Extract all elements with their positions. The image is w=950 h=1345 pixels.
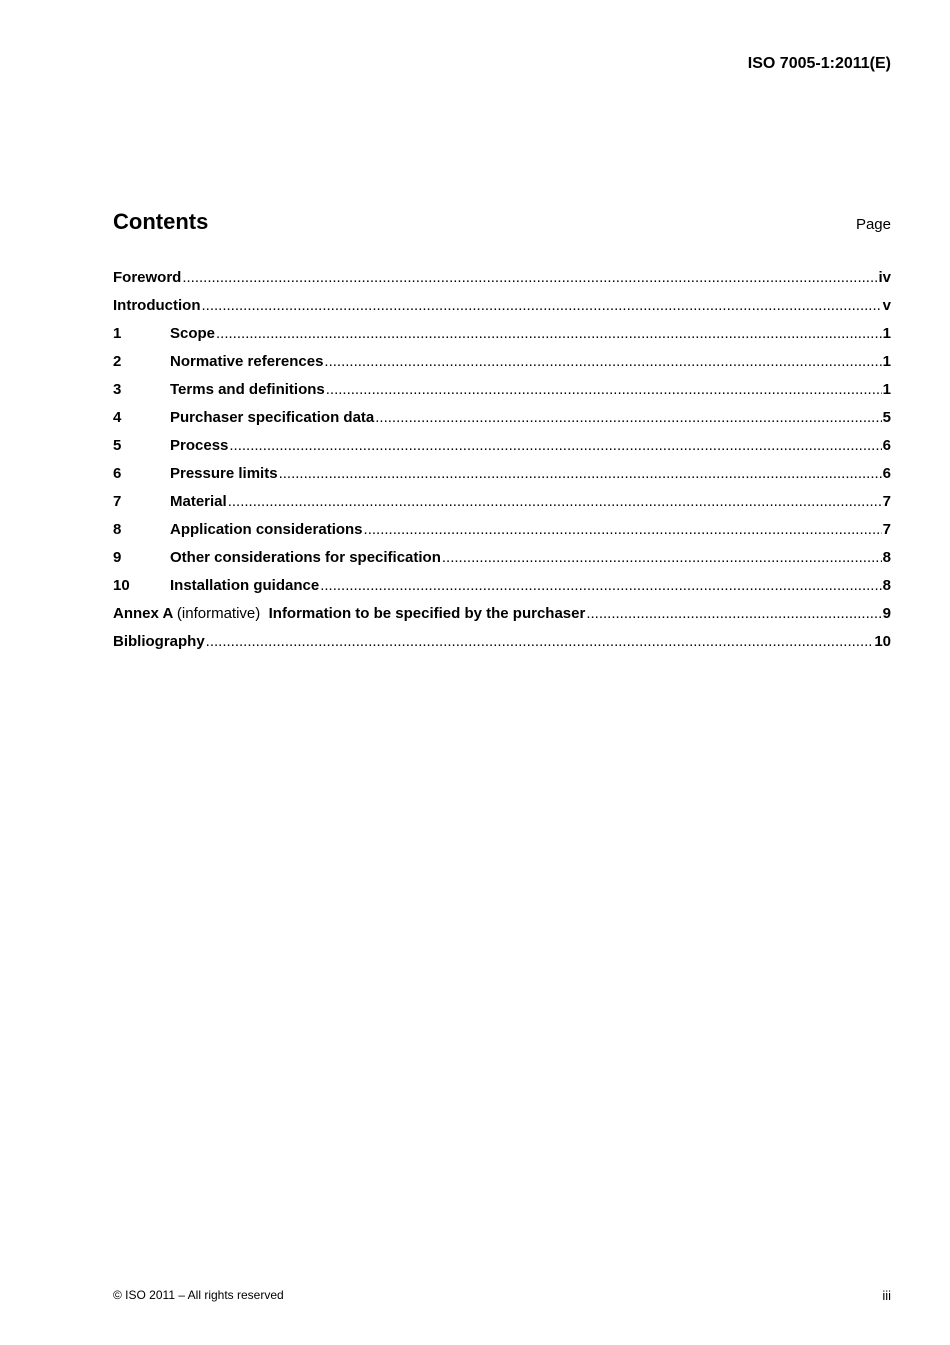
toc-entry-title: Terms and definitions xyxy=(170,381,325,398)
leader-dots xyxy=(182,264,877,292)
page-column-label: Page xyxy=(855,216,891,233)
page-number: iii xyxy=(882,1288,891,1303)
annex-type: (informative) xyxy=(176,605,261,622)
leader-dots xyxy=(442,544,882,572)
toc-entry-page: 10 xyxy=(874,633,891,650)
leader-dots xyxy=(206,628,874,656)
toc-entry-scope[interactable] xyxy=(113,320,891,348)
annex-label: Annex A xyxy=(113,605,173,622)
leader-dots xyxy=(228,488,882,516)
table-of-contents xyxy=(113,264,891,656)
toc-entry-material[interactable] xyxy=(113,488,891,516)
toc-entry-page: 8 xyxy=(882,577,891,594)
toc-entry-number: 10 xyxy=(113,577,130,594)
toc-entry-number: 1 xyxy=(113,325,122,342)
toc-entry-page: v xyxy=(882,297,891,314)
toc-entry-number: 6 xyxy=(113,465,122,482)
toc-entry-number: 7 xyxy=(113,493,122,510)
leader-dots xyxy=(216,320,882,348)
document-id: ISO 7005-1:2011(E) xyxy=(747,55,891,72)
leader-dots xyxy=(364,516,882,544)
toc-entry-foreword[interactable] xyxy=(113,264,891,292)
page-footer xyxy=(113,1288,891,1303)
toc-entry-number: 5 xyxy=(113,437,122,454)
toc-entry-title: Bibliography xyxy=(113,633,205,650)
toc-entry-title: Application considerations xyxy=(170,521,363,538)
toc-entry-number: 4 xyxy=(113,409,122,426)
toc-entry-page: 6 xyxy=(882,437,891,454)
toc-entry-title: Foreword xyxy=(113,269,182,286)
leader-dots xyxy=(586,600,881,628)
leader-dots xyxy=(320,572,881,600)
contents-header xyxy=(113,209,891,235)
toc-entry-number: 2 xyxy=(113,353,122,370)
toc-entry-pressure-limits[interactable] xyxy=(113,460,891,488)
toc-entry-page: 9 xyxy=(882,605,891,622)
toc-entry-page: 5 xyxy=(882,409,891,426)
toc-entry-title: Process xyxy=(170,437,229,454)
copyright-notice: © ISO 2011 – All rights reserved xyxy=(113,1288,284,1302)
leader-dots xyxy=(375,404,881,432)
toc-entry-title: Other considerations for specification xyxy=(170,549,441,566)
toc-entry-application-considerations[interactable] xyxy=(113,516,891,544)
toc-entry-title: Scope xyxy=(170,325,216,342)
toc-entry-annex-a[interactable] xyxy=(113,600,891,628)
toc-entry-other-considerations[interactable] xyxy=(113,544,891,572)
leader-dots xyxy=(201,292,881,320)
toc-entry-title: Purchaser specification data xyxy=(170,409,375,426)
toc-entry-page: 7 xyxy=(882,493,891,510)
toc-entry-title: Installation guidance xyxy=(170,577,320,594)
contents-title: Contents xyxy=(113,209,209,234)
toc-entry-process[interactable] xyxy=(113,432,891,460)
leader-dots xyxy=(229,432,881,460)
toc-entry-title xyxy=(113,600,585,628)
toc-entry-installation-guidance[interactable] xyxy=(113,572,891,600)
toc-entry-page: 1 xyxy=(882,325,891,342)
toc-entry-page: 1 xyxy=(882,381,891,398)
leader-dots xyxy=(279,460,882,488)
toc-entry-number: 8 xyxy=(113,521,122,538)
toc-entry-terms-and-definitions[interactable] xyxy=(113,376,891,404)
toc-entry-page: 6 xyxy=(882,465,891,482)
toc-entry-number: 9 xyxy=(113,549,122,566)
annex-title: Information to be specified by the purchaser xyxy=(268,605,586,622)
toc-entry-normative-references[interactable] xyxy=(113,348,891,376)
toc-entry-number: 3 xyxy=(113,381,122,398)
toc-entry-page: iv xyxy=(878,269,891,286)
toc-entry-title: Material xyxy=(170,493,227,510)
toc-entry-introduction[interactable] xyxy=(113,292,891,320)
toc-entry-page: 1 xyxy=(882,353,891,370)
toc-entry-bibliography[interactable] xyxy=(113,628,891,656)
toc-entry-purchaser-specification-data[interactable] xyxy=(113,404,891,432)
toc-entry-page: 7 xyxy=(882,521,891,538)
toc-entry-title: Introduction xyxy=(113,297,201,314)
leader-dots xyxy=(324,348,881,376)
toc-entry-page: 8 xyxy=(882,549,891,566)
toc-entry-title: Normative references xyxy=(170,353,324,370)
toc-entry-title: Pressure limits xyxy=(170,465,278,482)
leader-dots xyxy=(326,376,882,404)
